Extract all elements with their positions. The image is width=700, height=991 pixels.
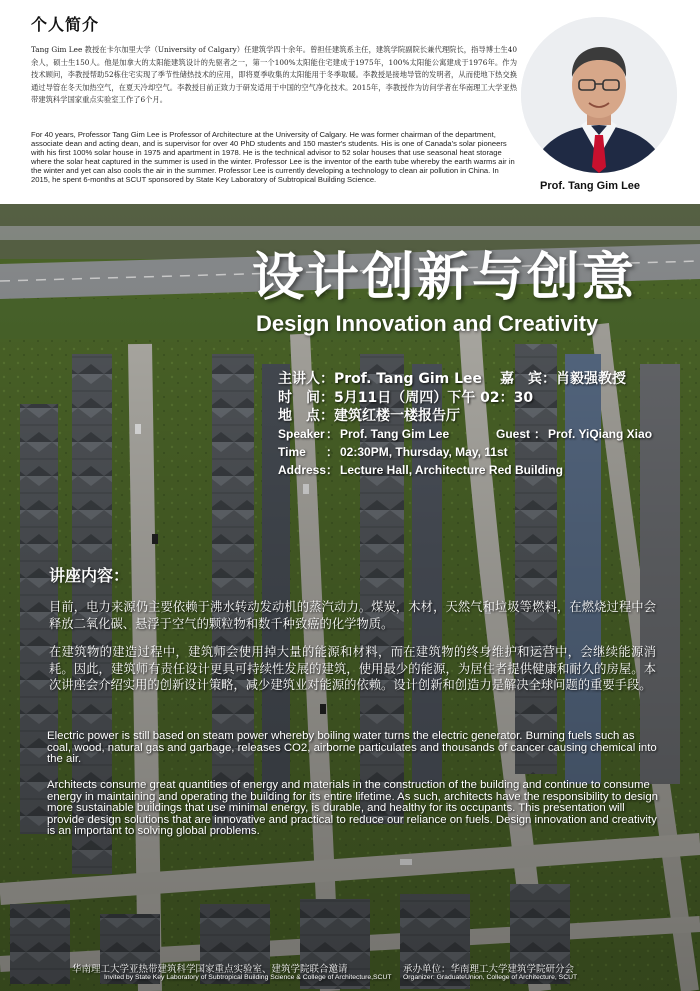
lecture-paragraph-zh-2: 在建筑物的建造过程中，建筑师会使用掉大量的能源和材料，而在建筑物的终身维护和运营中，会继续能源消耗。因此，建筑师有责任设计更具可持续性发展的建筑，使用最少的能源，为居住者提供健康和耐久的房屋。本次讲座会介绍实用的创新设计策略，减少建筑业对能源的依赖。设计创新和创造力是解决全球问题的重要手段。 (49, 645, 656, 692)
bio-text-en: For 40 years, Professor Tang Gim Lee is Professor of Architecture at the University of Calgary. He was former chairman of the department, associate dean and acting dean, and is supervisor for over 40 PhD students and 150 master's students. His is one of Canada's solar pioneers with his first 100% solar house in 1975 and apartment in 1978. He is the technical advisor to 52 solar houses that use seasonal heat storage where the solar heat captured in the summer is used in the winter. Professor Lee is the inventor of the earth tube whereby the earth warms air in the winter and yet can also cools the air in the summer. Professor Lee is currently developing a technology to clean air pollution in China. In 2015, he spent 6-months at SCUT sponsored by State Key Laboratory of Subtropical Building Science. (31, 130, 515, 184)
time-value-zh: 5月11日（周四）下午 02：30 (334, 390, 534, 406)
main-title-en: Design Innovation and Creativity (256, 311, 599, 336)
address-value-en: Lecture Hall, Architecture Red Building (340, 463, 563, 477)
portrait-caption: Prof. Tang Gim Lee (540, 180, 641, 192)
info-row-time-en (278, 443, 508, 460)
main-title-zh: 设计创新与创意 (252, 248, 638, 308)
place-label-zh: 地 点： (278, 408, 334, 424)
lecture-paragraph-zh-1: 目前，电力来源仍主要依赖于沸水转动发动机的蒸汽动力。煤炭，木材，天然气和垃圾等燃料，在燃烧过程中会释放二氧化碳、悬浮于空气的颗粒物和数千种致癌的化学物质。 (49, 600, 656, 631)
guest-label-zh: 嘉 宾： (500, 371, 557, 387)
footer-organizer-zh: 承办单位：华南理工大学建筑学院研分会 (403, 964, 575, 975)
colon: ： (326, 445, 339, 459)
speaker-name-zh: Prof. Tang Gim Lee (334, 371, 483, 387)
speaker-label-zh: 主讲人： (278, 371, 334, 387)
time-label-zh: 时 间： (278, 390, 334, 406)
time-value-en: 02:30PM, Thursday, May, 11st (340, 445, 508, 459)
footer-invited-zh: 华南理工大学亚热带建筑科学国家重点实验室、建筑学院联合邀请 (72, 964, 348, 975)
info-row-speaker-zh (278, 368, 626, 388)
colon: ： (534, 427, 547, 441)
bio-title: 个人简介 (31, 15, 100, 34)
colon: ： (326, 463, 339, 477)
portrait-illustration (521, 17, 677, 173)
lecture-paragraph-en-2: Architects consume great quantities of energy and materials in the construction of the building and continue to consume energy in maintaining and operating the building for its entire lifetime. As such, architects have the responsibility to design more sustainable buildings that use minimal energy, is durable, and healthy for its occupants. This presentation will provide design solutions that are innovative and practical to reduce our reliance on fuels. Design innovation and creativity is an important to solving global problems. (47, 779, 659, 838)
lecture-paragraph-en-1: Electric power is still based on steam power whereby boiling water turns the electric generator. Burning fuels such as coal, wood, natural gas and garbage, releases CO2, airborne particulates and thousands of cancer causing chemical into the air. (47, 730, 657, 766)
bio-text-zh: Tang Gim Lee 教授在卡尔加里大学（University of Calgary）任建筑学四十余年。曾担任建筑系主任，建筑学院副院长兼代理院长，指导博士生40余人，硕士生150人。他是加拿大的太阳能建筑设计的先驱者之一，第一个100%太阳能住宅建成于1975年，100%太阳能公寓建成于1976年。作为技术顾问，李教授帮助52栋住宅实现了季节性储热技术的应用，即将夏季收集的太阳能用于冬季取暖。李教授是接地导管的发明者，从而使地下热交换通过导管在冬天加热空气，在夏天冷却空气。李教授目前正致力于研发适用于中国的空气净化技术。2015年，李教授作为访问学者在华南理工大学亚热带建筑科学国家重点实验室工作了6个月。 (31, 45, 517, 105)
guest-label-en: Guest (496, 427, 531, 441)
speaker-label-en: Speaker (278, 427, 325, 441)
info-row-address-en (278, 461, 563, 478)
time-label-en: Time (278, 445, 306, 459)
address-label-en: Address (278, 463, 327, 477)
speaker-name-en: Prof. Tang Gim Lee (340, 427, 450, 441)
place-value-zh: 建筑红楼一楼报告厅 (334, 408, 460, 424)
info-row-speaker-en (278, 425, 652, 442)
footer-invited-en: Invited by State Key Laboratory of Subtropical Building Science & College of Architecture,SCUT (104, 974, 392, 981)
bio-section (0, 0, 700, 203)
speaker-portrait (521, 17, 677, 173)
guest-name-zh: 肖毅强教授 (556, 371, 627, 387)
info-row-place-zh (278, 405, 460, 425)
footer-organizer-en: Organizer: GraduateUnion, College of Architecture, SCUT (403, 974, 578, 981)
guest-name-en: Prof. YiQiang Xiao (548, 427, 653, 441)
lecture-content-heading: 讲座内容： (49, 566, 130, 585)
info-row-time-zh (278, 387, 533, 407)
colon: ： (326, 427, 339, 441)
